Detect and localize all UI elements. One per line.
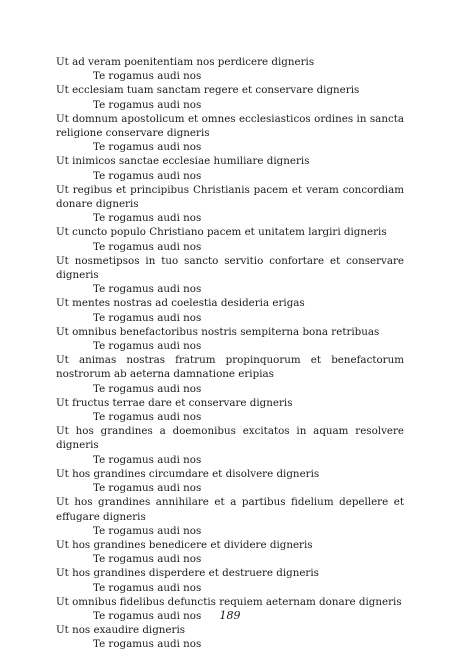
- petition-line: Ut omnibus benefactoribus nostris sempiterna bona retribuas: [56, 325, 380, 338]
- response-line: Te rogamus audi nos: [93, 581, 202, 594]
- petition-line: Ut hos grandines disperdere et destruere digneris: [56, 567, 319, 580]
- response-line: Te rogamus audi nos: [93, 141, 202, 154]
- petition-line: Ut inimicos sanctae ecclesiae humiliare digneris: [56, 155, 310, 168]
- response-line: Te rogamus audi nos: [93, 283, 202, 296]
- petition-line: Ut hos grandines benedicere et dividere digneris: [56, 538, 313, 551]
- response-line: Te rogamus audi nos: [93, 311, 202, 324]
- petition-line: Ut hos grandines annihilare et a partibus fidelium depellere et effugare digneris: [56, 496, 404, 523]
- petition-line: Ut mentes nostras ad coelestia desideria erigas: [56, 297, 305, 310]
- response-line: Te rogamus audi nos: [93, 340, 202, 353]
- response-line: Te rogamus audi nos: [93, 609, 202, 622]
- petition-line: Ut domnum apostolicum et omnes ecclesiasticos ordines in sancta religione conservare digneris: [56, 112, 404, 140]
- response-line: Te rogamus audi nos: [93, 524, 202, 537]
- response-line: Te rogamus audi nos: [93, 453, 202, 466]
- page-number: 189: [219, 609, 241, 622]
- petition-line: Ut omnibus fidelibus defunctis requiem aeternam donare digneris: [56, 595, 402, 608]
- petition-line: Ut fructus terrae dare et conservare digneris: [56, 396, 293, 409]
- petition-line: Ut cuncto populo Christiano pacem et unitatem largiri digneris: [56, 226, 387, 239]
- response-line: Te rogamus audi nos: [93, 212, 202, 225]
- response-line: Te rogamus audi nos: [93, 169, 202, 182]
- petition-line: Ut regibus et principibus Christianis pacem et veram concordiam donare digneris: [56, 183, 404, 211]
- response-line: Te rogamus audi nos: [93, 482, 202, 495]
- petition-line: Ut nos exaudire digneris: [56, 624, 186, 637]
- response-line: Te rogamus audi nos: [93, 70, 202, 83]
- response-line: Te rogamus audi nos: [93, 98, 202, 111]
- response-line: Te rogamus audi nos: [93, 638, 202, 651]
- petition-line: Ut hos grandines a doemonibus excitatos in aquam resolvere digneris: [56, 425, 404, 452]
- litany-text: [56, 55, 404, 652]
- petition-line: Ut hos grandines circumdare et disolvere digneris: [56, 467, 320, 480]
- response-line: Te rogamus audi nos: [93, 382, 202, 395]
- response-line: Te rogamus audi nos: [93, 411, 202, 424]
- petition-line: Ut nosmetipsos in tuo sancto servitio confortare et conservare digneris: [56, 254, 404, 282]
- petition-line: Ut animas nostras fratrum propinquorum et benefactorum nostrorum ab aeterna damnatione eripias: [56, 354, 404, 381]
- petition-line: Ut ad veram poenitentiam nos perdicere digneris: [56, 56, 315, 68]
- response-line: Te rogamus audi nos: [93, 553, 202, 566]
- response-line: Te rogamus audi nos: [93, 240, 202, 253]
- petition-line: Ut ecclesiam tuam sanctam regere et conservare digneris: [56, 84, 360, 97]
